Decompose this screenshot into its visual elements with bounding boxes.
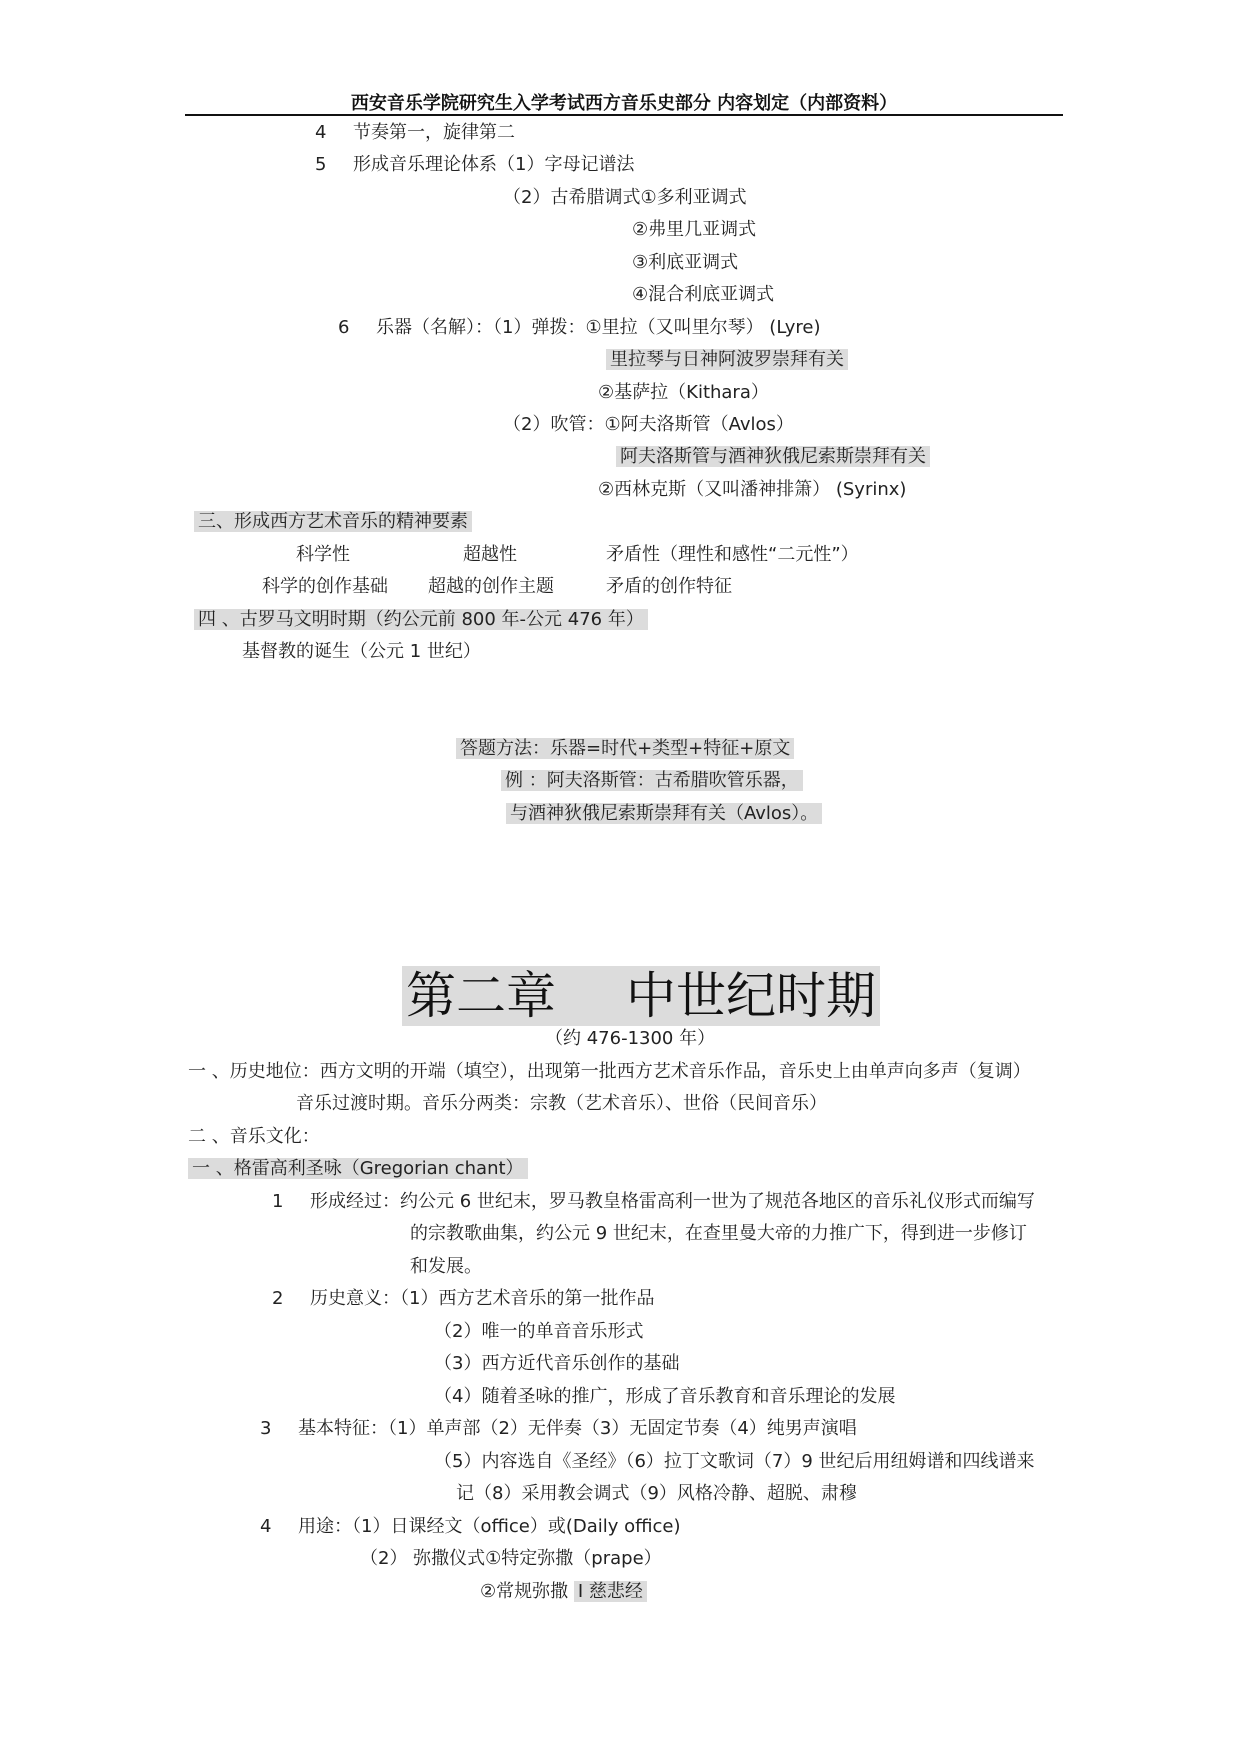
chapter-name: 中世纪时期: [626, 967, 876, 1025]
christianity-birth: 基督教的诞生（公元 1 世纪）: [242, 641, 481, 662]
highlight: 四 、古罗马文明时期（约公元前 800 年-公元 476 年）: [194, 609, 648, 630]
chapter-title: [402, 966, 880, 1026]
answer-method: [456, 737, 794, 761]
highlight: 与酒神狄俄尼索斯崇拜有关（Avlos）。: [506, 803, 822, 824]
gregorian-heading: [188, 1157, 528, 1181]
chapter-span: （约 476-1300 年）: [545, 1028, 716, 1049]
item-number: 4: [260, 1516, 272, 1537]
chapter-number: 第二章: [406, 967, 556, 1025]
lyre-note: [606, 348, 848, 372]
answer-example-1: [501, 769, 803, 793]
section-4-heading: [194, 608, 648, 632]
wind-instruments-line: （2）吹管：①阿夫洛斯管（Avlos）: [503, 414, 794, 435]
list-item-6: [338, 316, 820, 340]
item-number: 4: [315, 122, 327, 143]
gregorian-item-4: [260, 1515, 681, 1539]
item-text: 历史意义：（1）西方艺术音乐的第一批作品: [310, 1288, 655, 1309]
section-3-heading: [194, 510, 472, 534]
greek-mode-line-1: （2）古希腊调式①多利亚调式: [503, 187, 747, 208]
gregorian-item-4-line-3: [480, 1580, 647, 1604]
highlight: 答题方法：乐器=时代+类型+特征+原文: [456, 738, 794, 759]
kithara-line: ②基萨拉（Kithara）: [598, 382, 769, 403]
greek-mode-line-2: ②弗里几亚调式: [632, 219, 757, 240]
spirit-row2-col2: 超越的创作主题: [428, 576, 554, 597]
spirit-row1-col1: 科学性: [296, 544, 350, 565]
list-item-5: [315, 153, 634, 177]
item-text: 形成音乐理论体系（1）字母记谱法: [353, 154, 635, 175]
gregorian-item-2-line-3: （3）西方近代音乐创作的基础: [434, 1353, 680, 1374]
spirit-row1-col2: 超越性: [463, 544, 517, 565]
item-text: 形成经过：约公元 6 世纪末，罗马教皇格雷高利一世为了规范各地区的音乐礼仪形式而编写: [310, 1191, 1035, 1212]
item-text: 乐器（名解）：（1）弹拨：①里拉（又叫里尔琴） (Lyre): [376, 317, 821, 338]
gregorian-item-2-line-2: （2）唯一的单音音乐形式: [434, 1321, 644, 1342]
highlight: 三、形成西方艺术音乐的精神要素: [194, 511, 472, 532]
syrinx-line: ②西林克斯（又叫潘神排箫） (Syrinx): [598, 479, 907, 500]
header-rule: [185, 114, 1063, 116]
spirit-row2-col1: 科学的创作基础: [262, 576, 388, 597]
avlos-note: [616, 445, 930, 469]
spirit-row1-col3: 矛盾性（理性和感性“二元性”）: [606, 544, 859, 565]
item-number: 6: [338, 317, 350, 338]
gregorian-item-1-line-3: 和发展。: [410, 1256, 482, 1277]
history-status-line-1: 一 、历史地位：西方文明的开端（填空），出现第一批西方艺术音乐作品，音乐史上由单声向多声（复调）: [188, 1061, 1031, 1082]
gregorian-item-2: [272, 1287, 654, 1311]
greek-mode-line-3: ③利底亚调式: [632, 252, 739, 273]
highlight: Ⅰ 慈悲经: [574, 1581, 647, 1602]
gregorian-item-3: [260, 1417, 857, 1441]
gregorian-item-3-line-3: 记（8）采用教会调式（9）风格冷静、超脱、肃穆: [456, 1483, 857, 1504]
list-item-4: [315, 121, 515, 145]
spirit-row2-col3: 矛盾的创作特征: [606, 576, 732, 597]
gregorian-item-4-line-2: （2） 弥撒仪式①特定弥撒（prape）: [360, 1548, 662, 1569]
item-number: 3: [260, 1418, 272, 1439]
gregorian-item-3-line-2: （5）内容选自《圣经》（6）拉丁文歌词（7）9 世纪后用纽姆谱和四线谱来: [434, 1451, 1035, 1472]
item-number: 1: [272, 1191, 284, 1212]
highlight: 里拉琴与日神阿波罗崇拜有关: [606, 349, 848, 370]
gregorian-item-1-line-2: 的宗教歌曲集，约公元 9 世纪末，在查里曼大帝的力推广下，得到进一步修订: [410, 1223, 1027, 1244]
item-number: 2: [272, 1288, 284, 1309]
highlight: 阿夫洛斯管与酒神狄俄尼索斯崇拜有关: [616, 446, 930, 467]
highlight: 一 、格雷高利圣咏（Gregorian chant）: [188, 1158, 528, 1179]
history-status-line-2: 音乐过渡时期。音乐分两类：宗教（艺术音乐）、世俗（民间音乐）: [296, 1093, 827, 1114]
item-number: 5: [315, 154, 327, 175]
item-text: 基本特征：（1）单声部（2）无伴奏（3）无固定节奏（4）纯男声演唱: [298, 1418, 857, 1439]
greek-mode-line-4: ④混合利底亚调式: [632, 284, 775, 305]
page-header-title: 西安音乐学院研究生入学考试西方音乐史部分 内容划定（内部资料）: [350, 93, 898, 114]
gregorian-item-2-line-4: （4）随着圣咏的推广，形成了音乐教育和音乐理论的发展: [434, 1386, 896, 1407]
item-text: 用途：（1）日课经文（office）或(Daily office): [298, 1516, 681, 1537]
music-culture-heading: 二 、音乐文化：: [188, 1126, 320, 1147]
ordinary-mass: ②常规弥撒: [480, 1581, 569, 1602]
gregorian-item-1: [272, 1190, 1035, 1214]
answer-example-2: [506, 802, 822, 826]
highlight: 例 ：阿夫洛斯管：古希腊吹管乐器，: [501, 770, 803, 791]
item-text: 节奏第一，旋律第二: [353, 122, 515, 143]
